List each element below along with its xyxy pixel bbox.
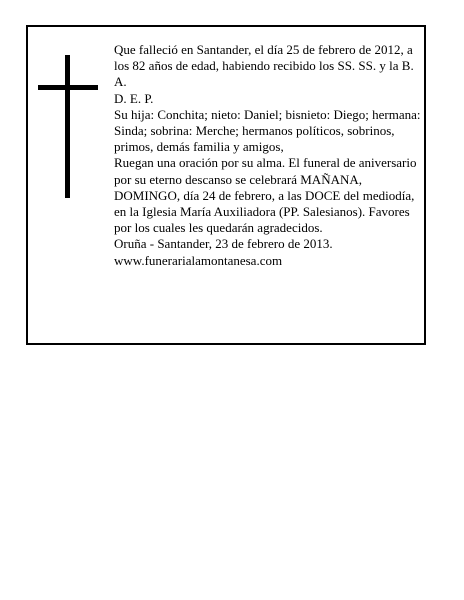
cross-vertical-bar	[65, 55, 70, 198]
obituary-notice	[26, 25, 426, 345]
funeral-home-website: www.funerarialamontanesa.com	[114, 252, 283, 268]
latin-cross-icon	[38, 55, 98, 198]
place-date: Oruña - Santander, 23 de febrero de 2013.	[114, 236, 333, 252]
notice-text	[114, 42, 424, 269]
funeral-details: Ruegan una oración por su alma. El funeral de aniversario por su eterno descanso se celebrará MAÑANA, DOMINGO, día 24 de febrero, a las DOCE del mediodía, en la Iglesia María Auxiliadora (PP. Salesianos). Favores por los cuales les quedarán agradecidos.	[114, 155, 417, 236]
death-announcement: Que falleció en Santander, el día 25 de febrero de 2012, a los 82 años de edad, habiendo recibido los SS. SS. y la B. A.	[114, 42, 414, 90]
family-list: Su hija: Conchita; nieto: Daniel; bisnieto: Diego; hermana: Sinda; sobrina: Merche; hermanos políticos, sobrinos, primos, demás familia y amigos,	[114, 106, 421, 155]
cross-horizontal-bar	[38, 85, 98, 90]
rip-line: D. E. P.	[114, 90, 154, 106]
